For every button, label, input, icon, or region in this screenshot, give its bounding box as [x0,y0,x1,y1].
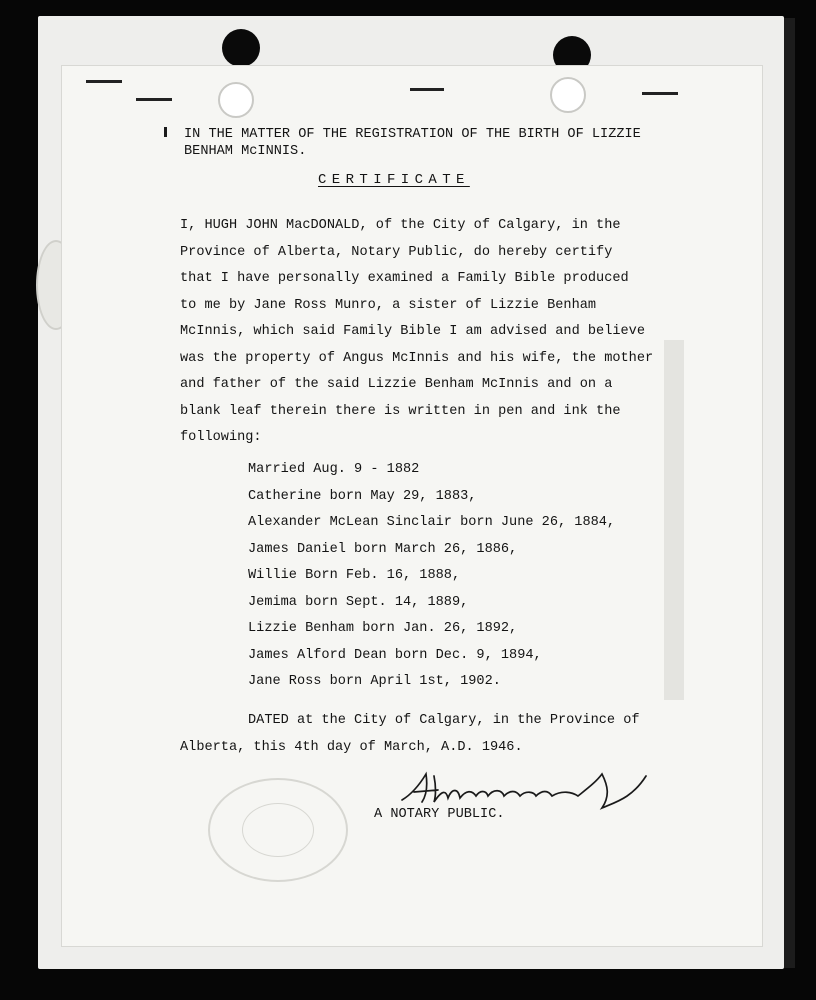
page-hole-right [550,77,586,113]
certificate-heading: CERTIFICATE [318,172,470,188]
dated-line: Alberta, this 4th day of March, A.D. 1946. [180,740,523,755]
fold-mark [410,88,444,91]
body-line: to me by Jane Ross Munro, a sister of Lizzie Benham [180,297,597,313]
notary-seal [208,778,348,882]
body-line: I, HUGH JOHN MacDONALD, of the City of Calgary, in the [180,218,621,233]
caption-line: IN THE MATTER OF THE REGISTRATION OF THE BIRTH OF LIZZIE [184,127,641,142]
bible-entry: Willie Born Feb. 16, 1888, [248,568,461,583]
punch-hole-left [222,29,260,67]
fold-mark [642,92,678,95]
notary-title: A NOTARY PUBLIC. [374,807,505,822]
margin-mark [164,127,167,137]
caption-line: BENHAM McINNIS. [184,144,307,159]
bible-entry: Catherine born May 29, 1883, [248,488,477,504]
bible-entry: Lizzie Benham born Jan. 26, 1892, [248,621,518,636]
body-line: Province of Alberta, Notary Public, do hereby certify [180,244,613,260]
body-line: McInnis, which said Family Bible I am advised and believe [180,324,645,339]
case-caption [184,126,744,166]
body-line: and father of the said Lizzie Benham McInnis and on a [180,377,613,392]
body-line: blank leaf therein there is written in pen and ink the [180,403,621,419]
bible-entry: Jane Ross born April 1st, 1902. [248,674,501,689]
seal-inner-ring [242,803,314,857]
fold-mark [136,98,172,101]
bible-entry: Jemima born Sept. 14, 1889, [248,594,469,610]
bible-entry: James Alford Dean born Dec. 9, 1894, [248,647,542,663]
bible-entry: Alexander McLean Sinclair born June 26, 1884, [248,515,616,530]
bible-entry: James Daniel born March 26, 1886, [248,541,518,557]
bible-entries-list [248,461,688,691]
page-hole-left [218,82,254,118]
fold-mark [86,80,122,83]
body-line: was the property of Angus McInnis and his wife, the mother [180,350,654,366]
certificate-body [180,217,740,457]
bible-entry: Married Aug. 9 - 1882 [248,462,420,477]
dated-line: DATED at the City of Calgary, in the Province of [248,713,640,728]
body-line: that I have personally examined a Family Bible produced [180,271,629,286]
body-line: following: [180,430,262,445]
